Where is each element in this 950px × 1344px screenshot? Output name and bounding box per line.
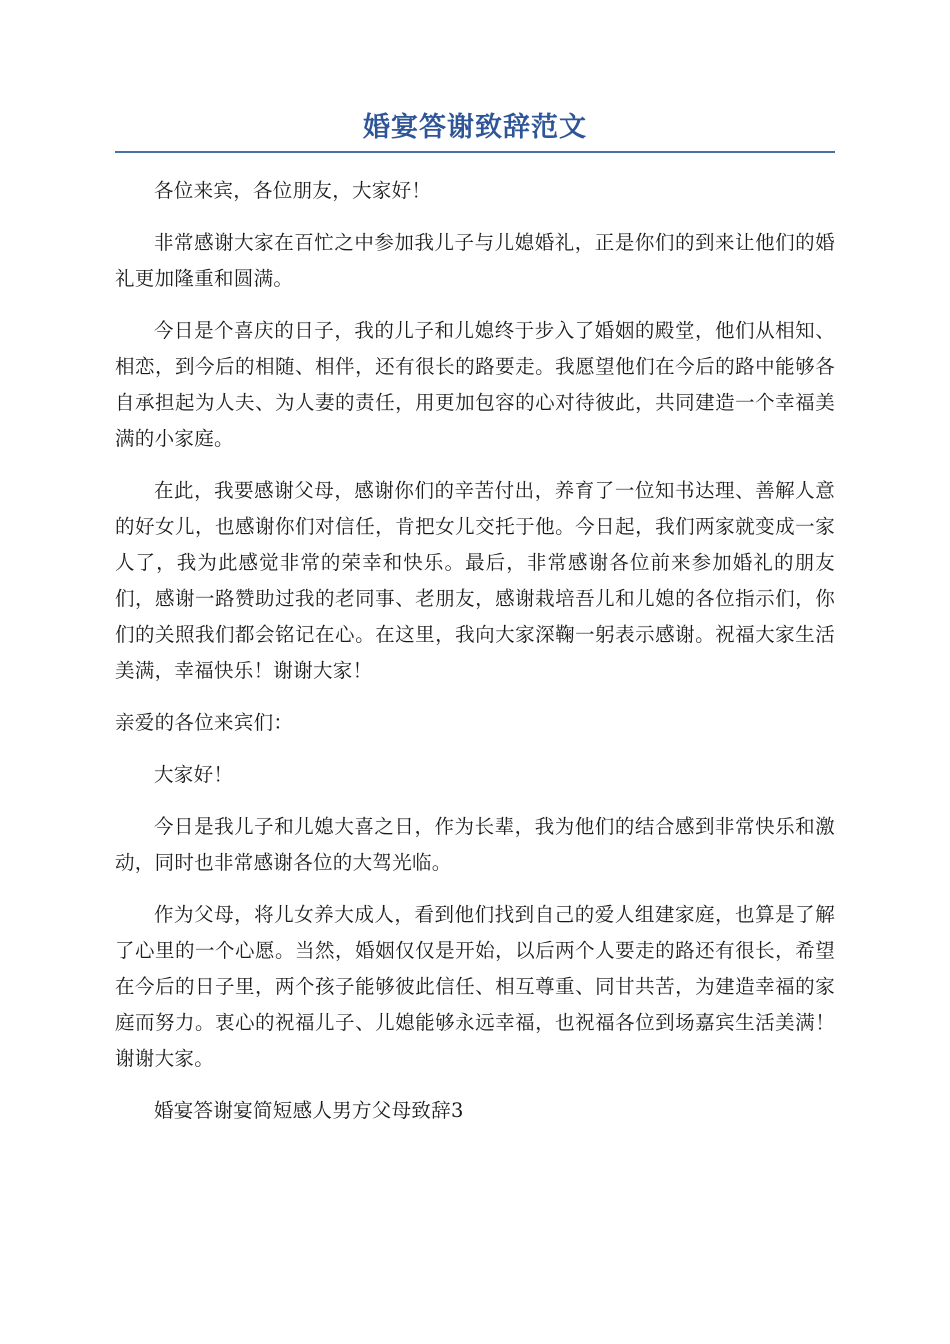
paragraph-hello: 大家好！ [154, 763, 234, 786]
paragraph-wedding-day: 今日是个喜庆的日子，我的儿子和儿媳终于步入了婚姻的殿堂，他们从相知、相恋，到今后的相随、相伴，还有很长的路要走。我愿望他们在今后的路中能够各自承担起为人夫、为人妻的责任，用更加包容的心对待彼此，共同建造一个幸福美满的小家庭。 [115, 319, 835, 450]
paragraph-section-heading: 婚宴答谢宴简短感人男方父母致辞3 [154, 1099, 464, 1122]
title-underline [115, 151, 835, 153]
paragraph-salutation: 亲爱的各位来宾们： [115, 711, 294, 734]
paragraph-as-parents: 作为父母，将儿女养大成人，看到他们找到自己的爱人组建家庭，也算是了解了心里的一个心愿。当然，婚姻仅仅是开始，以后两个人要走的路还有很长，希望在今后的日子里，两个孩子能够彼此信任、相互尊重、同甘共苦，为建造幸福的家庭而努力。衷心的祝福儿子、儿媳能够永远幸福，也祝福各位到场嘉宾生活美满！谢谢大家。 [115, 903, 835, 1070]
paragraph-happy-day: 今日是我儿子和儿媳大喜之日，作为长辈，我为他们的结合感到非常快乐和激动，同时也非常感谢各位的大驾光临。 [115, 815, 835, 874]
paragraph-thank-parents: 在此，我要感谢父母，感谢你们的辛苦付出，养育了一位知书达理、善解人意的好女儿，也感谢你们对信任，肯把女儿交托于他。今日起，我们两家就变成一家人了，我为此感觉非常的荣幸和快乐。最后，非常感谢各位前来参加婚礼的朋友们，感谢一路赞助过我的老同事、老朋友，感谢栽培吾儿和儿媳的各位指示们，你们的关照我们都会铭记在心。在这里，我向大家深鞠一躬表示感谢。祝福大家生活美满，幸福快乐！谢谢大家！ [115, 479, 835, 682]
paragraph-greeting: 各位来宾，各位朋友，大家好！ [154, 179, 432, 202]
paragraph-thanks: 非常感谢大家在百忙之中参加我儿子与儿媳婚礼，正是你们的到来让他们的婚礼更加隆重和圆满。 [115, 231, 835, 290]
document-title: 婚宴答谢致辞范文 [363, 112, 587, 143]
document-page [115, 108, 835, 1145]
